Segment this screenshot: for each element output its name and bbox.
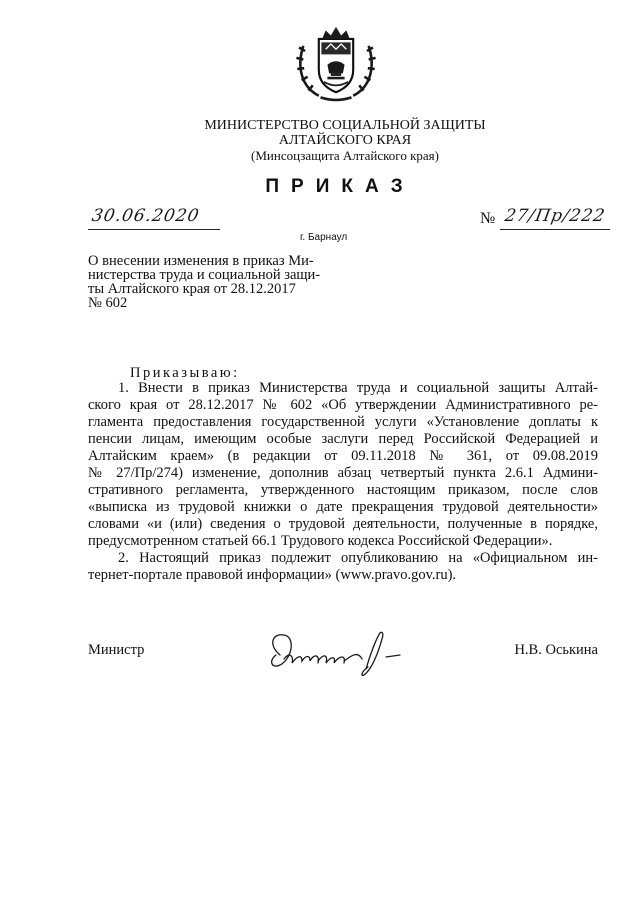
- subject-line: ты Алтайского края от 28.12.2017: [88, 281, 296, 297]
- subject-line: О внесении изменения в приказ Ми-: [88, 253, 314, 269]
- body-line: 1. Внести в приказ Министерства труда и социальной защиты Алтай-: [118, 380, 598, 396]
- order-subject: [88, 254, 338, 310]
- body-line: ского края от 28.12.2017 № 602 «Об утверждении Административного ре-: [88, 397, 598, 413]
- number-underline: [500, 229, 610, 230]
- city-label: г. Барнаул: [300, 232, 348, 243]
- ministry-name-line1: МИНИСТЕРСТВО СОЦИАЛЬНОЙ ЗАЩИТЫ: [204, 118, 486, 133]
- order-date: 30.06.2020: [90, 206, 202, 226]
- body-line: «выписка из трудовой книжки о дате прекращения трудовой деятельности»: [88, 499, 598, 515]
- order-number-label: №: [480, 210, 496, 227]
- document-title: ПРИКАЗ: [265, 176, 415, 197]
- handwritten-signature: [262, 625, 412, 680]
- order-body: [88, 380, 598, 584]
- signatory-role: Министр: [88, 642, 145, 658]
- body-line: № 27/Пр/274) изменение, дополнив абзац четвертый пункта 2.6.1 Админи-: [88, 465, 598, 481]
- body-line: Алтайским краем» (в редакции от 09.11.2018 № 361, от 09.08.2019: [88, 448, 598, 464]
- coat-of-arms-emblem-icon: [293, 20, 379, 106]
- date-underline: [88, 229, 220, 230]
- order-directive-word: Приказываю:: [130, 365, 240, 381]
- body-line: стративного регламента, утвержденного настоящим приказом, после слов: [88, 482, 598, 498]
- signatory-name: Н.В. Оськина: [514, 642, 598, 658]
- ministry-short-name: (Минсоцзащита Алтайского края): [251, 148, 439, 163]
- body-line: 2. Настоящий приказ подлежит опубликованию на «Официальном ин-: [118, 550, 598, 566]
- order-number: 27/Пр/222: [503, 206, 608, 226]
- body-line: предусмотренном статьей 66.1 Трудового кодекса Российской Федерации».: [88, 533, 553, 549]
- body-line: пенсии лицам, имеющим особые заслуги перед Российской Федерацией и: [88, 431, 598, 447]
- subject-line: нистерства труда и социальной защи-: [88, 267, 321, 283]
- subject-line: № 602: [88, 295, 128, 311]
- body-line: тернет-портале правовой информации» (www.pravo.gov.ru).: [88, 567, 457, 583]
- ministry-name-line2: АЛТАЙСКОГО КРАЯ: [278, 133, 412, 148]
- body-line: словами «и (или) сведения о трудовой деятельности, полученные в порядке,: [88, 516, 598, 532]
- body-line: гламента предоставления государственной услуги «Установление доплаты к: [88, 414, 598, 430]
